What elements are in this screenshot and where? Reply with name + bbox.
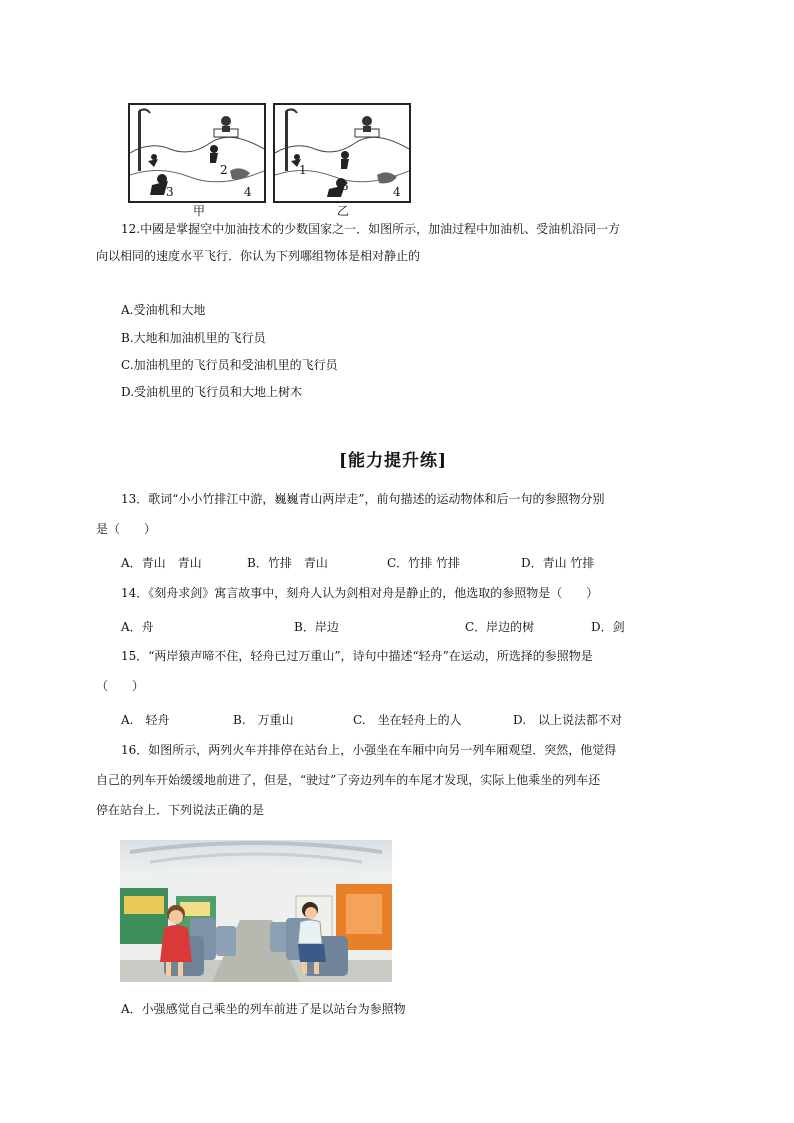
figure-yi-number-4: 4 [393, 185, 401, 199]
q15-line2: （ ） [96, 679, 145, 693]
q14-options [121, 618, 681, 632]
train-interior-illustration [120, 840, 392, 982]
q14-option-c: C．岸边的树 [465, 620, 535, 634]
q15-option-a: A. 轻舟 [121, 713, 170, 727]
q16-line3: 停在站台上．下列说法正确的是 [96, 803, 265, 817]
q16-line2: 自己的列车开始缓缓地前进了，但是，“驶过”了旁边列车的车尾才发现，实际上他乘坐的列车还 [96, 773, 601, 787]
q14-option-d: D．剑 [591, 620, 625, 634]
figure-jia-number-2: 2 [220, 163, 228, 177]
q12-line2: 向以相同的速度水平飞行．你认为下列哪组物体是相对静止的 [96, 249, 421, 263]
q13-option-c: C．竹排 竹排 [387, 556, 460, 570]
figure-yi-number-1: 1 [299, 163, 307, 177]
q13-option-b: B．竹排 青山 [247, 556, 328, 570]
q15-option-d: D. 以上说法都不对 [513, 713, 623, 727]
q14-line1: 14．《刻舟求剑》寓言故事中，刻舟人认为剑相对舟是静止的，他选取的参照物是（ ） [121, 586, 599, 600]
q12-option-d: D.受油机里的飞行员和大地上树木 [121, 385, 303, 399]
q15-option-c: C. 坐在轻舟上的人 [353, 713, 462, 727]
q14-option-b: B．岸边 [294, 620, 339, 634]
q13-options [121, 554, 681, 568]
q15-option-b: B. 万重山 [233, 713, 294, 727]
q12-option-b: B.大地和加油机里的飞行员 [121, 331, 266, 345]
q13-option-a: A．青山 青山 [121, 556, 202, 570]
q12-option-c: C.加油机里的飞行员和受油机里的飞行员 [121, 358, 338, 372]
figure-jia-label: 甲 [193, 204, 206, 218]
section-title: [能力提升练] [339, 451, 448, 471]
q13-option-d: D．青山 竹排 [521, 556, 595, 570]
train-interior-svg [120, 840, 392, 982]
q16-option-a: A．小强感觉自己乘坐的列车前进了是以站台为参照物 [121, 1002, 406, 1016]
q13-line2: 是（ ） [96, 522, 157, 536]
q13-line1: 13．歌词“小小竹排江中游，巍巍青山两岸走”，前句描述的运动物体和后一句的参照物分别 [121, 492, 605, 506]
q12-option-a: A.受油机和大地 [121, 303, 206, 317]
figure-yi [273, 103, 411, 203]
q16-line1: 16．如图所示，两列火车并排停在站台上，小强坐在车厢中向另一列车厢观望．突然，他觉得 [121, 743, 617, 757]
q14-option-a: A．舟 [121, 620, 154, 634]
figure-yi-number-3: 3 [341, 179, 349, 193]
figure-jia-number-3: 3 [166, 185, 174, 199]
q15-line1: 15．“两岸猿声啼不住，轻舟已过万重山”，诗句中描述“轻舟”在运动，所选择的参照物是 [121, 649, 593, 663]
q15-options [121, 711, 681, 725]
figure-jia-number-4: 4 [244, 185, 252, 199]
figure-jia [128, 103, 266, 203]
figure-yi-label: 乙 [337, 204, 350, 218]
q12-line1: 12.中國是掌握空中加油技术的少数国家之一．如图所示，加油过程中加油机、受油机沿同一方 [121, 222, 621, 236]
